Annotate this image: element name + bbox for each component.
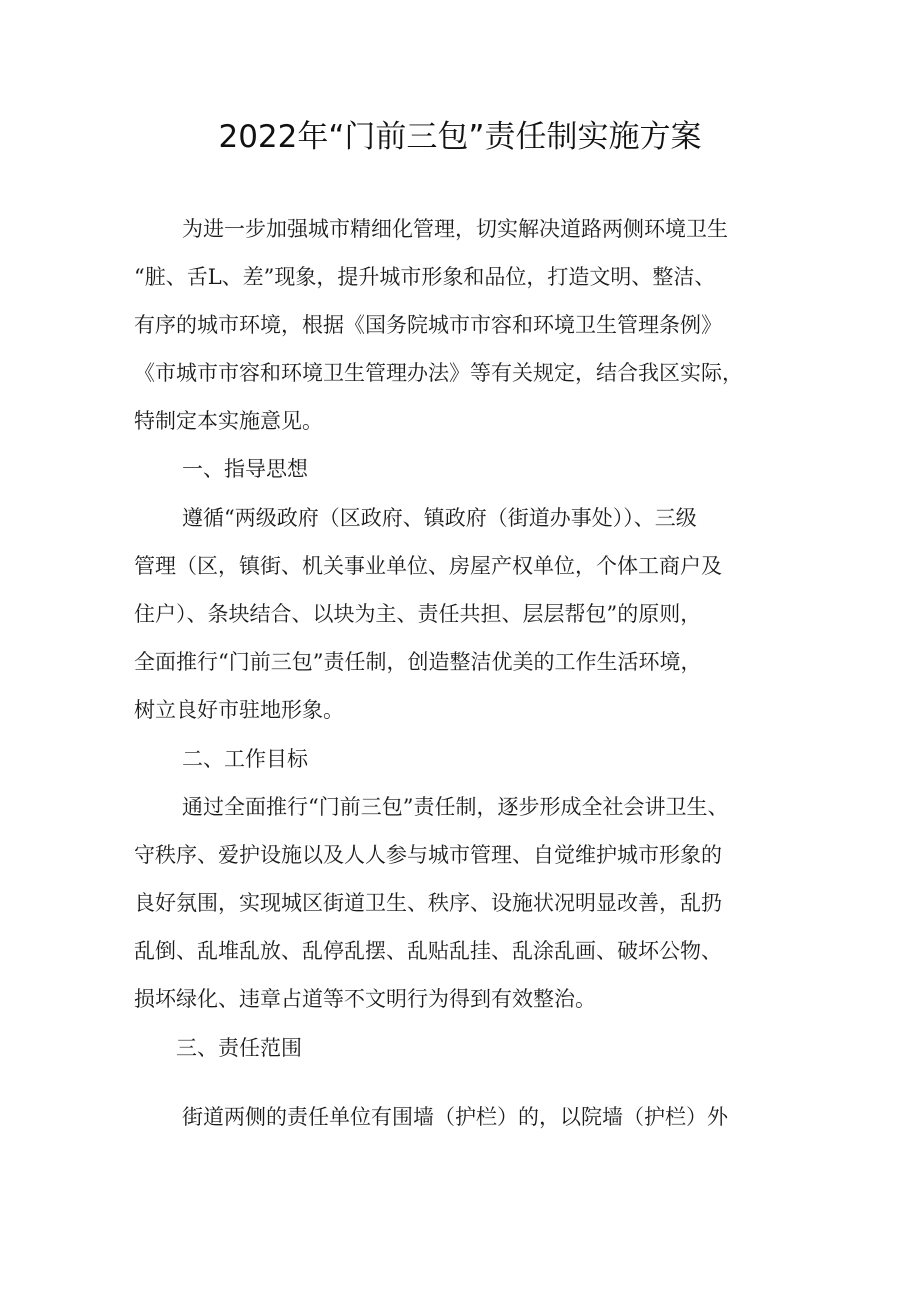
body-line: 良好氛围，实现城区街道卫生、秩序、设施状况明显改善，乱扔 [134,891,722,915]
body-line: “脏、舌L、差”现象，提升城市形象和品位，打造文明、整洁、 [134,265,716,289]
document-title: 2022年“门前三包”责任制实施方案 [218,119,702,155]
section-heading-responsibility-scope: 三、责任范围 [176,1036,302,1060]
body-line: 住户）、条块结合、以块为主、责任共担、层层帮包”的原则， [134,602,702,626]
body-line: 为进一步加强城市精细化管理，切实解决道路两侧环境卫生 [182,217,728,241]
body-line: 特制定本实施意见。 [134,409,323,433]
body-line: 《市城市市容和环境卫生管理办法》等有关规定，结合我区实际， [134,361,743,385]
body-line: 管理（区，镇街、机关事业单位、房屋产权单位，个体工商户及 [134,554,722,578]
body-line: 守秩序、爱护设施以及人人参与城市管理、自觉维护城市形象的 [134,843,722,867]
body-line: 树立良好市驻地形象。 [134,698,344,722]
section-heading-guiding-thought: 一、指导思想 [182,457,308,481]
body-line: 街道两侧的责任单位有围墙（护栏）的，以院墙（护栏）外 [182,1105,728,1129]
section-heading-work-goals: 二、工作目标 [182,747,308,771]
body-line: 有序的城市环境，根据《国务院城市市容和环境卫生管理条例》 [134,313,722,337]
body-line: 通过全面推行“门前三包”责任制，逐步形成全社会讲卫生、 [182,795,729,819]
body-line: 遵循“两级政府（区政府、镇政府（街道办事处））、三级 [182,506,697,530]
body-line: 损坏绿化、违章占道等不文明行为得到有效整治。 [134,987,596,1011]
body-line: 全面推行“门前三包”责任制，创造整洁优美的工作生活环境， [134,650,702,674]
body-line: 乱倒、乱堆乱放、乱停乱摆、乱贴乱挂、乱涂乱画、破坏公物、 [134,939,722,963]
